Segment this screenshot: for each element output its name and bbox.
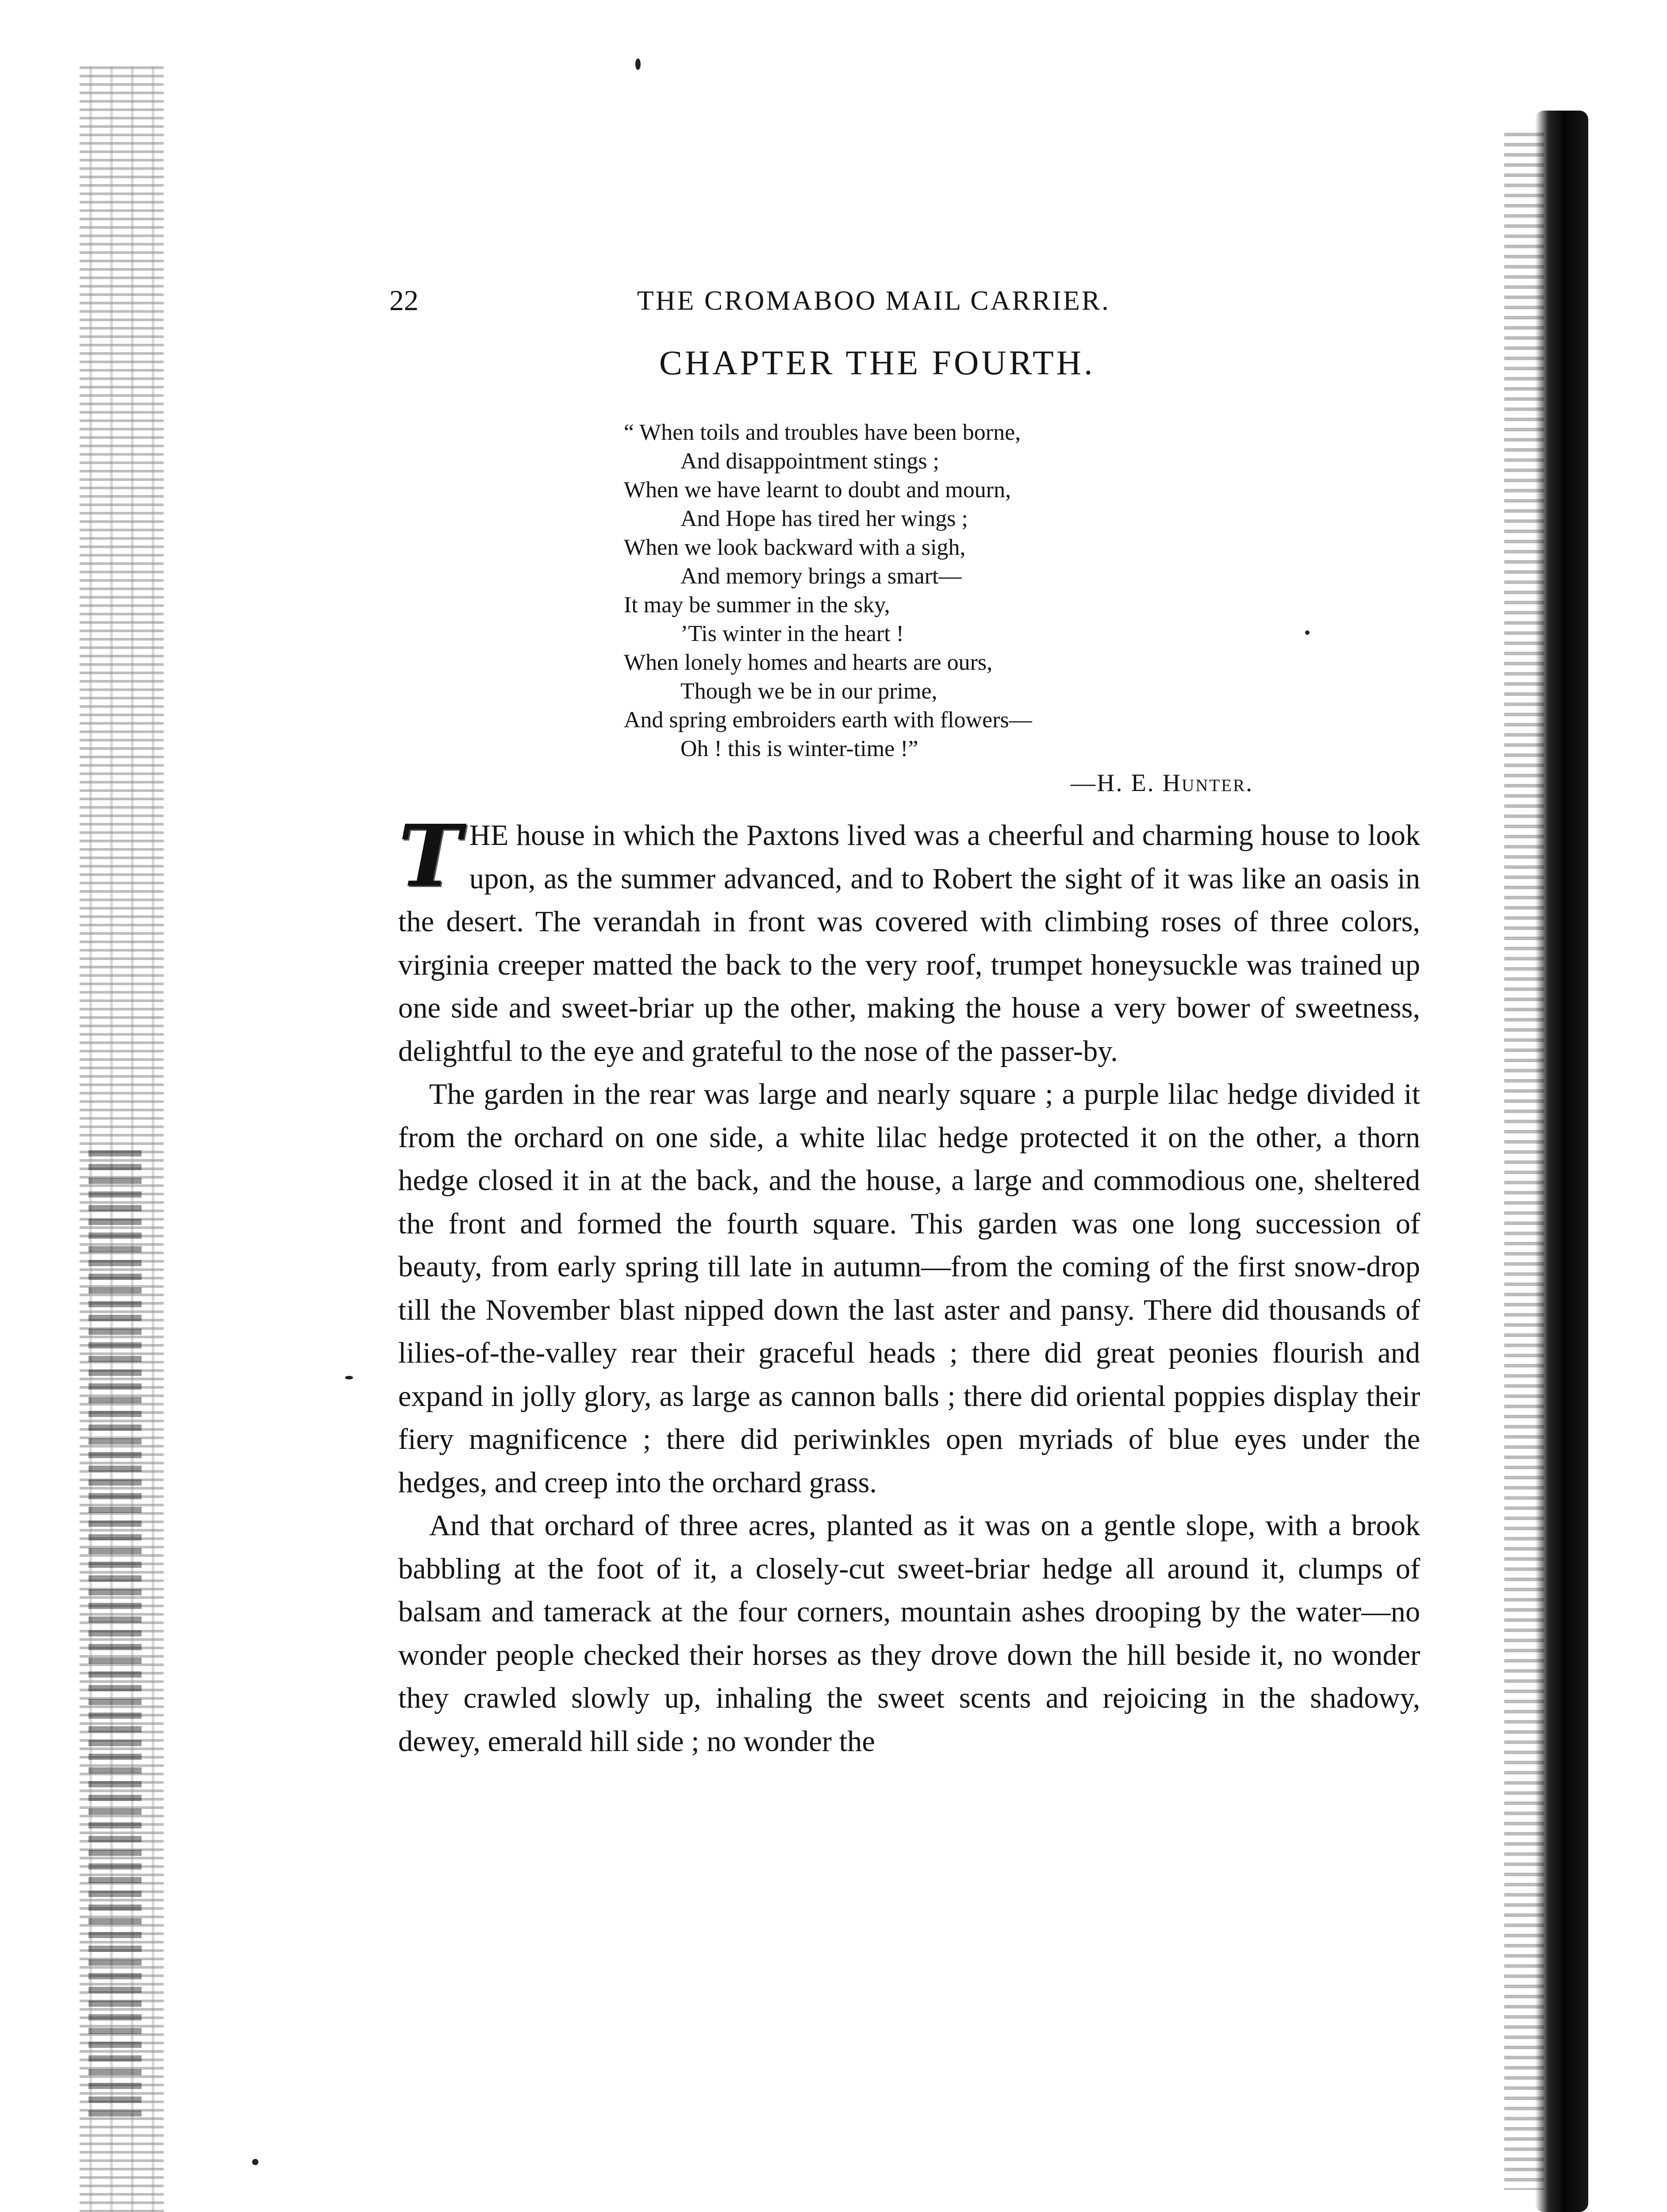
epigraph-line: When we look backward with a sigh, — [624, 535, 966, 560]
epigraph-line: It may be summer in the sky, — [624, 592, 890, 618]
epigraph-line: And memory brings a smart— — [680, 564, 962, 589]
chapter-title: CHAPTER THE FOURTH. — [659, 343, 1095, 382]
attribution-prefix: —H. E. — [1071, 769, 1163, 797]
epigraph — [624, 418, 1199, 763]
paragraph-text: HE house in which the Paxtons lived was a cheerful and charming house to look upon, as the summer advanced, and to Robert the sight of it was like an oasis in the desert. The verandah in front was covered with climbing roses of three colors, virginia creeper matted the back to the very roof, trumpet honeysuckle was trained up one side and sweet-briar up the other, making the house a very bower of sweetness, delightful to the eye and grateful to the nose of the passer-by. — [398, 819, 1420, 1068]
ink-speck — [635, 58, 641, 70]
epigraph-line: When we have learnt to doubt and mourn, — [624, 477, 1011, 503]
chapter-body — [398, 806, 1420, 1763]
attribution-name: Hunter. — [1162, 769, 1254, 797]
running-title: THE CROMABOO MAIL CARRIER. — [637, 286, 1110, 316]
ink-speck — [252, 2159, 258, 2165]
epigraph-line: Oh ! this is winter-time !” — [680, 736, 918, 761]
epigraph-line: And spring embroiders earth with flowers— — [624, 707, 1032, 733]
paragraph — [398, 806, 1420, 1073]
page-number: 22 — [389, 284, 419, 317]
epigraph-line: Though we be in our prime, — [680, 679, 937, 704]
epigraph-line: When lonely homes and hearts are ours, — [624, 650, 993, 675]
drop-cap: T — [398, 806, 461, 906]
page-right-edge — [1535, 111, 1588, 2212]
epigraph-line: “ When toils and troubles have been borne, — [624, 420, 1021, 445]
ink-speck — [1305, 630, 1310, 635]
paragraph: The garden in the rear was large and nearly square ; a purple lilac hedge divided it from the orchard on one side, a white lilac hedge protected it on the other, a thorn hedge closed it in at the back, and the house, a large and commodious one, sheltered the front and formed the fourth square. This garden was one long succession of beauty, from early spring till late in autumn—from the coming of the first snow-drop till the November blast nipped down the last aster and pansy. There did thousands of lilies-of-the-valley rear their graceful heads ; there did great peonies flourish and expand in jolly glory, as large as cannon balls ; there did oriental poppies display their fiery magnificence ; there did periwinkles open myriads of blue eyes under the hedges, and creep into the orchard grass. — [398, 1078, 1420, 1499]
epigraph-line: And disappointment stings ; — [680, 449, 939, 474]
paragraph: And that orchard of three acres, planted as it was on a gentle slope, with a brook babbling at the foot of it, a closely-cut sweet-briar hedge all around it, clumps of balsam and tamerack at the four corners, mountain ashes drooping by the water—no wonder people checked their horses as they drove down the hill beside it, no wonder they crawled slowly up, inhaling the sweet scents and rejoicing in the shadowy, dewey, emerald hill side ; no wonder the — [398, 1509, 1420, 1758]
page-binding-shadow — [88, 1150, 142, 2124]
running-header — [389, 281, 1181, 321]
epigraph-line: ’Tis winter in the heart ! — [680, 621, 904, 646]
epigraph-attribution — [1071, 768, 1253, 799]
ink-speck — [345, 1376, 353, 1379]
epigraph-line: And Hope has tired her wings ; — [680, 506, 968, 531]
